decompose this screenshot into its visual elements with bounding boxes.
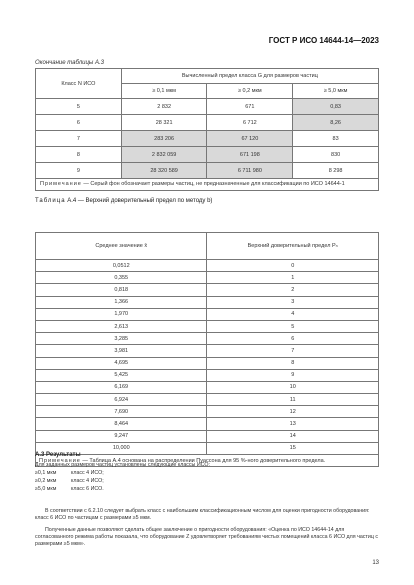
iso-class: класс 4 ИСО;	[71, 470, 104, 476]
particle-size: ≥0,2 мкм	[35, 478, 57, 484]
table-cell: 4,695	[36, 357, 207, 369]
table-continuation-label: Окончание таблицы А.3	[35, 60, 104, 66]
table-cell: 6 712	[207, 115, 293, 131]
table-a4-upper-header: Верхний доверительный предел Pₙ	[207, 233, 379, 260]
note-label: Примечание	[39, 457, 81, 464]
table-cell: 0,355	[36, 272, 207, 284]
particle-size: ≥0,1 мкм	[35, 470, 57, 476]
table-a3-group-header: Вычисленный предел класса G для размеров частиц	[121, 69, 378, 84]
table-cell-shaded: 2 832 059	[121, 147, 207, 163]
table-cell: 9	[207, 369, 379, 381]
table-cell: 8	[207, 357, 379, 369]
table-cell: 10,000	[36, 442, 207, 454]
table-cell-shaded: 67 120	[207, 131, 293, 147]
table-cell-shaded: 283 206	[121, 131, 207, 147]
table-cell: 5	[207, 320, 379, 332]
table-row	[36, 284, 379, 296]
table-cell: 830	[293, 147, 379, 163]
table-cell: 2	[207, 284, 379, 296]
table-cell: 0,0512	[36, 260, 207, 272]
page-number: 13	[372, 560, 379, 566]
table-cell: 3,981	[36, 345, 207, 357]
table-row	[36, 333, 379, 345]
table-row	[36, 131, 379, 147]
table-cell-shaded: 671 198	[207, 147, 293, 163]
table-row	[36, 357, 379, 369]
table-row	[36, 260, 379, 272]
table-cell: 4	[207, 308, 379, 320]
class-line	[35, 478, 104, 484]
iso-class: класс 4 ИСО;	[71, 478, 104, 484]
table-row	[36, 272, 379, 284]
table-a3-class-header: Класс N ИСО	[36, 69, 122, 99]
table-cell: 8	[36, 147, 122, 163]
table-cell: 8,464	[36, 418, 207, 430]
table-cell-shaded: 0,83	[293, 99, 379, 115]
table-row	[36, 296, 379, 308]
table-row	[36, 308, 379, 320]
note-text: — Таблица А.4 основана на распределении Пуассона для 95 %-ного доверительного предела.	[80, 457, 326, 464]
table-cell: 6	[207, 333, 379, 345]
table-a3-size-header: ≥ 0,1 мкм	[121, 84, 207, 99]
paragraph-conclusion: Полученные данные позволяют сделать общее заключение о пригодности оборудования: «Оценка по ИСО 14644-14 для согласованного режима работы показала, что оборудование Z удовлетворяет требованиям чистых помещений класса 6 ИСО для частиц с размерами ≥5 мкм».	[35, 527, 378, 547]
table-cell-shaded: 6 711 980	[207, 163, 293, 179]
table-cell: 3	[207, 296, 379, 308]
table-row	[36, 394, 379, 406]
table-row	[36, 320, 379, 332]
class-line	[35, 470, 104, 476]
table-row	[36, 442, 379, 454]
note-label: Примечание	[40, 181, 82, 187]
table-a4	[35, 232, 379, 467]
table-a3-note	[36, 179, 379, 191]
table-cell: 7	[36, 131, 122, 147]
table-cell: 1,970	[36, 308, 207, 320]
table-row	[36, 430, 379, 442]
table-cell: 1,366	[36, 296, 207, 308]
table-row	[36, 163, 379, 179]
iso-class: класс 6 ИСО.	[71, 486, 104, 492]
table-row	[36, 369, 379, 381]
table-row	[36, 406, 379, 418]
document-header: ГОСТ Р ИСО 14644-14—2023	[268, 36, 379, 45]
table-cell-shaded: 8,26	[293, 115, 379, 131]
section-intro: Для заданных размеров частиц установлены следующие классы ИСО:	[35, 462, 210, 468]
table-cell: 5,425	[36, 369, 207, 381]
table-row	[36, 147, 379, 163]
class-line	[35, 486, 104, 492]
table-cell: 5	[36, 99, 122, 115]
table-cell: 14	[207, 430, 379, 442]
table-cell: 1	[207, 272, 379, 284]
section-title: А.3 Результаты	[35, 452, 81, 458]
table-cell: 0	[207, 260, 379, 272]
table-cell: 8 298	[293, 163, 379, 179]
table-cell: 0,818	[36, 284, 207, 296]
table-cell: 671	[207, 99, 293, 115]
table-cell: 28 321	[121, 115, 207, 131]
paragraph-selection: В соответствии с 6.2.10 следует выбрать класс с наибольшим классификационным числом для оценки пригодности оборудования: класс 6 ИСО по частицам с размерами ≥5 мкм.	[35, 508, 370, 521]
table-cell: 7,690	[36, 406, 207, 418]
table-a3	[35, 68, 379, 191]
table-cell: 10	[207, 381, 379, 393]
table-cell: 2 832	[121, 99, 207, 115]
table-a4-caption	[35, 198, 212, 204]
table-a4-mean-header: Среднее значение x̄	[36, 233, 207, 260]
table-row	[36, 99, 379, 115]
table-cell: 9,247	[36, 430, 207, 442]
table-cell: 11	[207, 394, 379, 406]
table-cell: 12	[207, 406, 379, 418]
table-cell: 6,924	[36, 394, 207, 406]
table-a3-size-header: ≥ 0,2 мкм	[207, 84, 293, 99]
table-cell: 3,285	[36, 333, 207, 345]
table-cell: 6,169	[36, 381, 207, 393]
particle-size: ≥5,0 мкм	[35, 486, 57, 492]
caption-text: А.4 — Верхний доверительный предел по методу b)	[65, 198, 213, 204]
table-row	[36, 418, 379, 430]
caption-label: Таблица	[35, 198, 66, 204]
table-cell-shaded: 28 320 589	[121, 163, 207, 179]
table-cell: 9	[36, 163, 122, 179]
table-cell: 7	[207, 345, 379, 357]
table-row	[36, 345, 379, 357]
table-cell: 2,613	[36, 320, 207, 332]
table-cell: 6	[36, 115, 122, 131]
table-cell: 15	[207, 442, 379, 454]
table-cell: 83	[293, 131, 379, 147]
note-text: — Серый фон обозначает размеры частиц, не предназначенные для классификации по ИСО 14644-1	[81, 181, 345, 187]
table-cell: 13	[207, 418, 379, 430]
table-row	[36, 115, 379, 131]
table-a3-size-header: ≥ 5,0 мкм	[293, 84, 379, 99]
table-row	[36, 381, 379, 393]
